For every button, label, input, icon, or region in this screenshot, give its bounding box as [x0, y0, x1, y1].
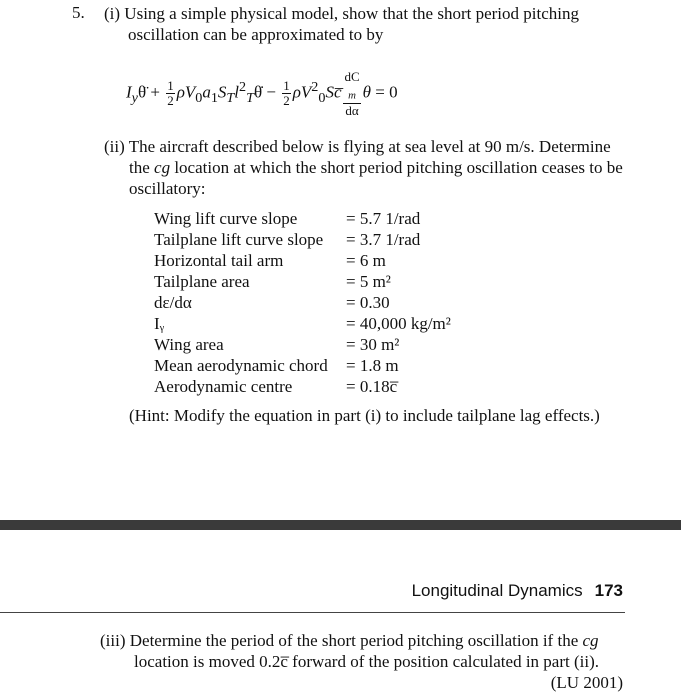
parameter-row [154, 292, 451, 313]
part-i-text [104, 3, 626, 45]
eq-iy: I [126, 82, 132, 102]
page-number: 173 [594, 581, 623, 600]
parameter-label: Aerodynamic centre [154, 377, 293, 396]
parameter-value: = 0.30 [346, 293, 390, 312]
parameter-value: = 30 m² [346, 335, 400, 354]
eq-minus: − [262, 82, 281, 102]
parameter-label: Tailplane area [154, 272, 250, 291]
parameter-value: = 5.7 1/rad [346, 209, 421, 228]
eq-theta-dot: θ̇ [253, 82, 263, 102]
parameter-row [154, 334, 451, 355]
page-divider [0, 520, 681, 530]
parameter-value: = 3.7 1/rad [346, 230, 421, 249]
parameter-value: = 0.18c̅ [346, 377, 398, 396]
parameter-row [154, 208, 451, 229]
parameter-label: Wing area [154, 335, 224, 354]
header-rule [0, 612, 625, 613]
page-lower [0, 530, 681, 700]
parameter-label: dε/dα [154, 293, 192, 312]
parameter-value: = 6 m [346, 251, 386, 270]
part-ii-line2: the cg location at which the short period pitching oscillation ceases to be [129, 158, 623, 177]
source-reference: (LU 2001) [550, 673, 623, 692]
parameter-label: Iᵧ [154, 314, 165, 333]
running-head [412, 581, 623, 601]
parameter-row [154, 271, 451, 292]
eq-theta-ddot: θ̈ [137, 82, 147, 102]
part-iii-line1: (iii) Determine the period of the short period pitching oscillation if the cg [100, 631, 599, 650]
parameter-row [154, 313, 451, 334]
part-iii-text [100, 630, 625, 672]
part-i-line1: (i) Using a simple physical model, show that the short period pitching [104, 4, 579, 23]
eq-plus: + [146, 82, 165, 102]
parameter-row [154, 376, 451, 397]
parameter-table [154, 208, 451, 397]
part-ii-text [104, 136, 626, 199]
part-ii-line3: oscillatory: [129, 179, 206, 198]
parameter-row [154, 229, 451, 250]
parameter-value: = 5 m² [346, 272, 391, 291]
parameter-label: Horizontal tail arm [154, 251, 284, 270]
part-ii-line1: (ii) The aircraft described below is flying at sea level at 90 m/s. Determine [104, 137, 611, 156]
parameter-label: Mean aerodynamic chord [154, 356, 328, 375]
question-number: 5. [72, 3, 85, 22]
part-iii-line2: location is moved 0.2c̅ forward of the position calculated in part (ii). [134, 652, 600, 671]
eq-iy-sub: y [131, 90, 138, 107]
parameter-row [154, 355, 451, 376]
eq-rho-v: ρV [176, 82, 196, 102]
eq-dcm-dalpha: dC $_m$ dα [344, 69, 360, 118]
running-head-title: Longitudinal Dynamics [411, 581, 583, 600]
parameter-label: Wing lift curve slope [154, 209, 298, 228]
parameter-value: = 40,000 kg/m² [346, 314, 451, 333]
part-i-line2: oscillation can be approximated to by [128, 25, 384, 44]
eq-half-1: $\frac{1}{2}$ [167, 78, 174, 109]
hint-text: (Hint: Modify the equation in part (i) to include tailplane lag effects.) [129, 406, 600, 425]
eq-half-2: $\frac{1}{2}$ [283, 78, 290, 109]
parameter-value: = 1.8 m [346, 356, 399, 375]
equation: $I_y\thetä$ + $\frac{1}{2}$ $\rho V_0a_1S_Tl^2_T\thetȧ$ − $\frac{1}{2}$ $\rho V^2_0Sc̅$ dC $_m$ dα θ = 0 [126, 69, 398, 118]
parameter-row [154, 250, 451, 271]
parameter-label: Tailplane lift curve slope [154, 230, 324, 249]
